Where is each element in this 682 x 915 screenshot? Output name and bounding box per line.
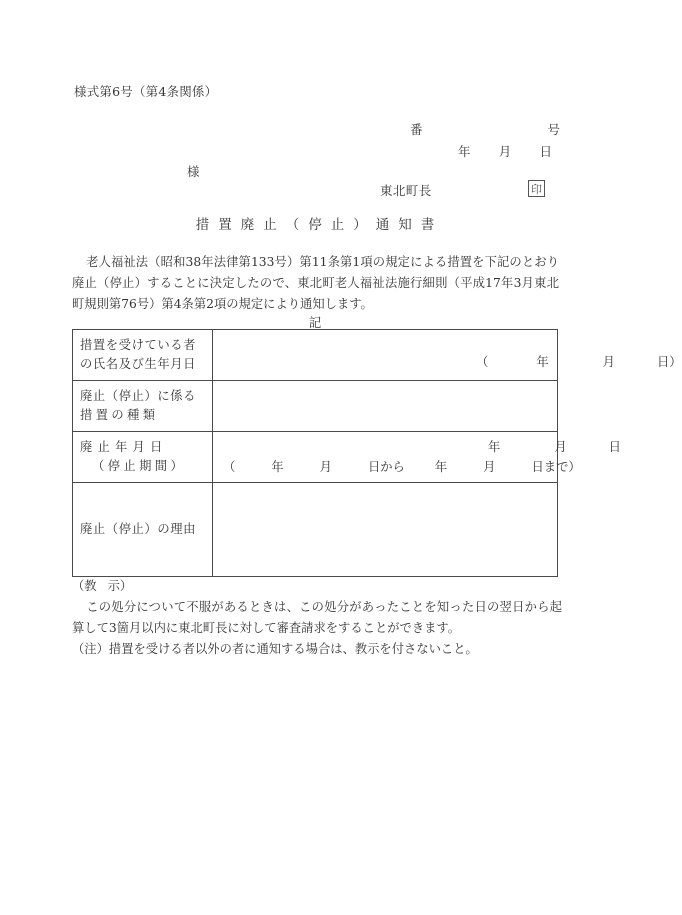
seal-stamp-icon: 印 bbox=[528, 180, 545, 197]
row-label-line1: 廃止年月日 bbox=[80, 440, 168, 454]
document-date-line bbox=[458, 142, 552, 160]
instruction-text: この処分について不服があるときは、この処分があったことを知った日の翌日から起算して3箇月以内に東北町長に対して審査請求をすることができます。 bbox=[72, 600, 562, 635]
year-label: 年 bbox=[536, 355, 549, 369]
row-value-measure-kind[interactable] bbox=[213, 381, 558, 432]
day-label: 日 bbox=[608, 440, 621, 454]
from-month-label: 月 bbox=[319, 460, 332, 474]
year-label: 年 bbox=[488, 440, 501, 454]
month-label: 月 bbox=[602, 355, 615, 369]
form-number: 様式第6号（第4条関係） bbox=[74, 84, 218, 99]
abolition-date-placeholder bbox=[488, 437, 621, 455]
row-label-recipient-name-dob bbox=[73, 330, 213, 381]
from-day-label: 日から bbox=[367, 460, 405, 474]
month-label: 月 bbox=[554, 440, 567, 454]
date-month-label: 月 bbox=[498, 144, 512, 159]
to-month-label: 月 bbox=[483, 460, 496, 474]
to-year-label: 年 bbox=[434, 460, 448, 474]
note-paragraph: （注）措置を受ける者以外の者に通知する場合は、教示を付さないこと。 bbox=[72, 642, 478, 656]
body-paragraph-text: 老人福祉法（昭和38年法律第133号）第11条第1項の規定による措置を下記のとおり廃止（停止）することに決定したので、東北町老人福祉法施行細則（平成17年3月東北町規則第76号）第4条第2項の規定により通知します。 bbox=[72, 255, 559, 311]
row-label-abolition-reason bbox=[73, 483, 213, 577]
row-label-line2: （停止期間） bbox=[92, 459, 187, 473]
open-paren: （ bbox=[476, 355, 489, 369]
from-year-label: 年 bbox=[271, 460, 284, 474]
row-label-measure-kind bbox=[73, 381, 213, 432]
ki-marker: 記 bbox=[308, 315, 322, 330]
row-value-abolition-reason[interactable] bbox=[213, 483, 558, 577]
birthdate-placeholder bbox=[476, 352, 682, 370]
row-label-line2: 措置の種類 bbox=[80, 408, 159, 422]
instruction-paragraph bbox=[72, 597, 562, 639]
row-value-recipient-name-dob[interactable] bbox=[213, 330, 682, 381]
date-day-label: 日 bbox=[539, 144, 552, 159]
day-label: 日） bbox=[656, 355, 682, 369]
table-row bbox=[73, 432, 558, 483]
row-label-line2: の氏名及び生年月日 bbox=[80, 357, 197, 371]
table-row bbox=[73, 330, 558, 381]
date-year-label: 年 bbox=[458, 144, 471, 159]
row-label-abolition-date bbox=[73, 432, 213, 483]
issuer-name: 東北町長 bbox=[380, 183, 432, 198]
footer-notes bbox=[72, 576, 562, 660]
open-paren: （ bbox=[223, 460, 236, 474]
document-number-suffix: 号 bbox=[547, 122, 560, 137]
addressee-honorific: 様 bbox=[187, 164, 200, 179]
page-title: 措置廃止（停止）通知書 bbox=[195, 217, 444, 233]
row-label-line1: 措置を受けている者 bbox=[80, 338, 197, 352]
suspension-period-placeholder bbox=[223, 457, 581, 475]
table-row bbox=[73, 483, 558, 577]
notification-details-table bbox=[72, 329, 682, 577]
to-day-label: 日まで） bbox=[531, 460, 581, 474]
body-paragraph bbox=[72, 252, 559, 315]
document-number-label: 番 bbox=[410, 122, 423, 137]
instruction-heading-open: （教 bbox=[72, 579, 97, 593]
row-value-abolition-date[interactable] bbox=[213, 432, 621, 483]
row-label-line1: 廃止（停止）の理由 bbox=[80, 522, 197, 536]
table-row bbox=[73, 381, 558, 432]
instruction-heading-close: 示） bbox=[107, 579, 133, 593]
row-label-line1: 廃止（停止）に係る bbox=[80, 389, 197, 403]
document-number-line bbox=[410, 120, 560, 138]
instruction-heading bbox=[72, 576, 562, 597]
